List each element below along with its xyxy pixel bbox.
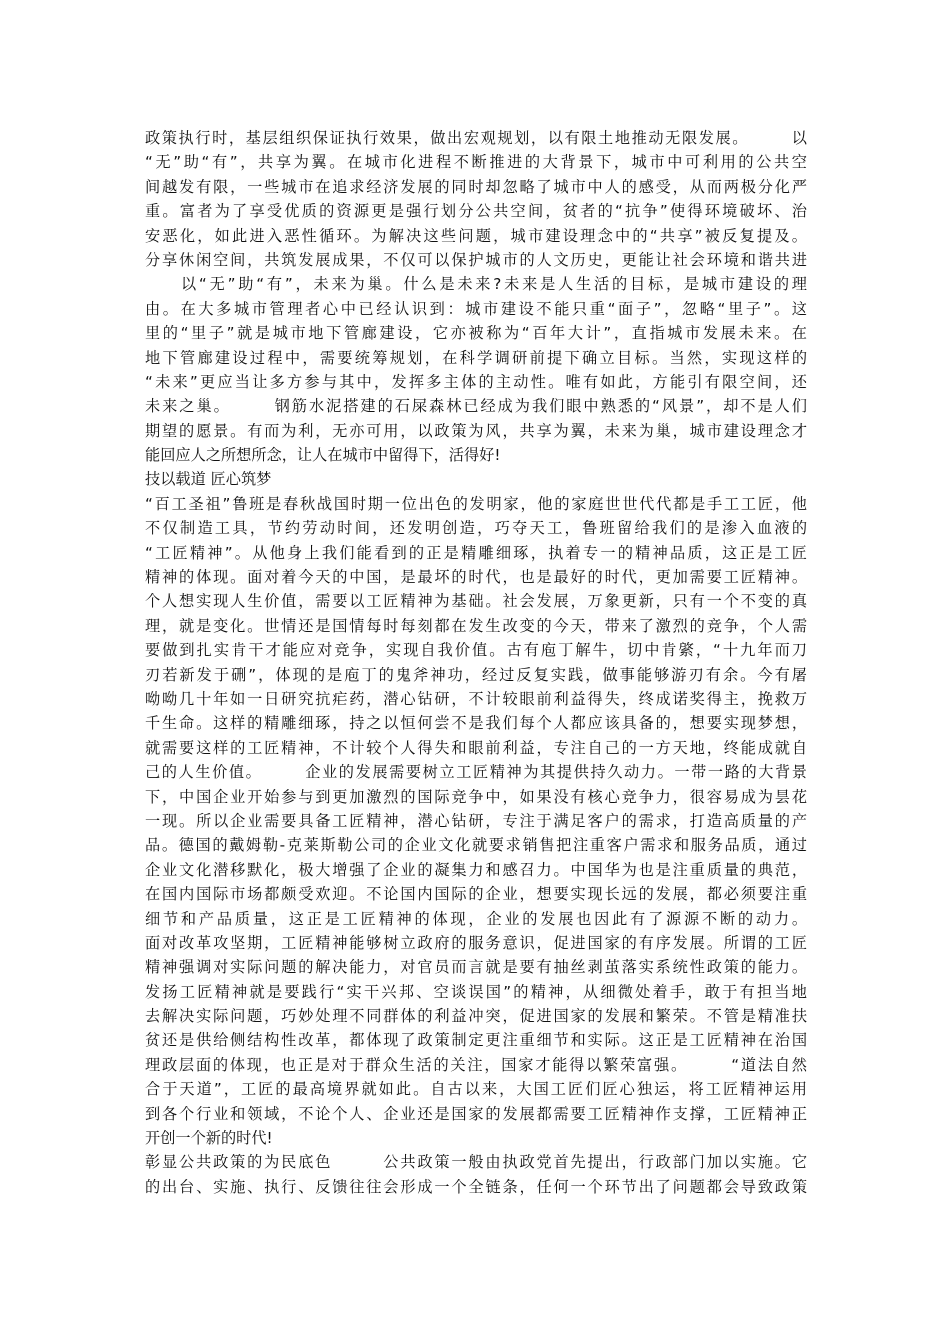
text-line: 呦呦几十年如一日研究抗疟药，潜心钻研，不计较眼前利益得失，终成诺奖得主，挽救万 [145,689,807,708]
text-line: 企业文化潜移默化，极大增强了企业的凝集力和感召力。中国华为也是注重质量的典范， [145,860,807,879]
text-line: 未来之巢。 钢筋水泥搭建的石屎森林已经成为我们眼中熟悉的“风景”，却不是人们 [145,397,807,416]
document-body [145,126,807,1199]
text-line: 以“无”助“有”，未来为巢。什么是未来?未来是人生活的目标，是城市建设的理 [145,275,807,294]
text-line: 就需要这样的工匠精神，不计较个人得失和眼前利益，专注自己的一方天地，终能成就自 [145,738,807,757]
text-line: 分享休闲空间，共筑发展成果，不仅可以保护城市的人文历史，更能让社会环境和谐共进 [145,250,807,269]
text-line: 不仅制造工具，节约劳动时间，还发明创造，巧夺天工，鲁班留给我们的是渗入血液的 [145,519,807,538]
text-line: 面对改革攻坚期，工匠精神能够树立政府的服务意识，促进国家的有序发展。所谓的工匠 [145,933,807,952]
text-line: 技以载道 匠心筑梦 [145,470,272,489]
text-line: 精神强调对实际问题的解决能力，对官员而言就是要有抽丝剥茧落实系统性政策的能力。 [145,958,807,977]
text-line: 细节和产品质量，这正是工匠精神的体现，企业的发展也因此有了源源不断的动力。 [145,909,807,928]
text-line: 政策执行时，基层组织保证执行效果，做出宏观规划，以有限土地推动无限发展。 以 [145,129,807,147]
text-line: 安恶化，如此进入恶性循环。为解决这些问题，城市建设理念中的“共享”被反复提及。 [145,226,807,245]
text-line: 在国内国际市场都颇受欢迎。不论国内国际的企业，想要实现长远的发展，都必须要注重 [145,885,807,904]
text-line: 地下管廊建设过程中，需要统筹规划，在科学调研前提下确立目标。当然，实现这样的 [145,348,807,367]
text-line: “百工圣祖”鲁班是春秋战国时期一位出色的发明家，他的家庭世世代代都是手工工匠，他 [145,494,807,513]
text-line: 里的“里子”就是城市地下管廊建设，它亦被称为“百年大计”，直指城市发展未来。在 [145,324,807,343]
text-line: 由。在大多城市管理者心中已经认识到：城市建设不能只重“面子”，忽略“里子”。这 [145,299,807,318]
text-line: 期望的愿景。有而为利，无亦可用，以政策为风，共享为翼，未来为巢，城市建设理念才 [145,421,807,440]
text-line: 精神的体现。面对着今天的中国，是最坏的时代，也是最好的时代，更加需要工匠精神。 [145,568,807,587]
text-line: 的出台、实施、执行、反馈往往会形成一个全链条，任何一个环节出了问题都会导致政策 [145,1177,807,1196]
text-line: 间越发有限，一些城市在追求经济发展的同时却忽略了城市中人的感受，从而两极分化严 [145,177,807,196]
text-line: “未来”更应当让多方参与其中，发挥多主体的主动性。唯有如此，方能引有限空间，还 [145,372,807,391]
text-line: “工匠精神”。从他身上我们能看到的正是精雕细琢，执着专一的精神品质，这正是工匠 [145,543,807,562]
text-line: 个人想实现人生价值，需要以工匠精神为基础。社会发展，万象更新，只有一个不变的真 [145,592,807,611]
text-line: 开创一个新的时代! [145,1129,273,1148]
text-line: 到各个行业和领域，不论个人、企业还是国家的发展都需要工匠精神作支撑，工匠精神正 [145,1104,807,1123]
text-line: 合于天道”，工匠的最高境界就如此。自古以来，大国工匠们匠心独运，将工匠精神运用 [145,1080,807,1099]
text-line: 发扬工匠精神就是要践行“实干兴邦、空谈误国”的精神，从细微处着手，敢于有担当地 [145,982,807,1001]
text-line: 理，就是变化。世情还是国情每时每刻都在发生改变的今天，带来了激烈的竞争，个人需 [145,616,807,635]
text-line: “无”助“有”，共享为翼。在城市化进程不断推进的大背景下，城市中可利用的公共空 [145,153,807,172]
text-line: 理政层面的体现，也正是对于群众生活的关注，国家才能得以繁荣富强。 “道法自然 [145,1055,807,1074]
text-line: 贫还是供给侧结构性改革，都体现了政策制定更注重细节和实际。这正是工匠精神在治国 [145,1031,807,1050]
text-line: 重。富者为了享受优质的资源更是强行划分公共空间，贫者的“抗争”使得环境破坏、治 [145,202,807,221]
text-line: 刃若新发于硎”，体现的是庖丁的鬼斧神功，经过反复实践，做事能够游刃有余。今有屠 [145,665,807,684]
text-line: 千生命。这样的精雕细琢，持之以恒何尝不是我们每个人都应该具备的，想要实现梦想， [145,714,807,733]
text-line: 下，中国企业开始参与到更加激烈的国际竞争中，如果没有核心竞争力，很容易成为昙花 [145,787,807,806]
text-line: 要做到扎实肯干才能应对竞争，实现自我价值。古有庖丁解牛，切中肯綮，“十九年而刀 [145,641,807,660]
text-line: 己的人生价值。 企业的发展需要树立工匠精神为其提供持久动力。一带一路的大背景 [145,763,807,782]
text-line: 彰显公共政策的为民底色 公共政策一般由执政党首先提出，行政部门加以实施。它 [145,1153,807,1172]
text-line: 品。德国的戴姆勒-克莱斯勒公司的企业文化就要求销售把注重客户需求和服务品质，通过 [145,836,807,855]
text-line: 能回应人之所想所念，让人在城市中留得下，活得好! [145,446,501,465]
text-line: 去解决实际问题，巧妙处理不同群体的利益冲突，促进国家的发展和繁荣。不管是精准扶 [145,1007,807,1026]
text-line: 一现。所以企业需要具备工匠精神，潜心钻研，专注于满足客户的需求，打造高质量的产 [145,811,807,830]
